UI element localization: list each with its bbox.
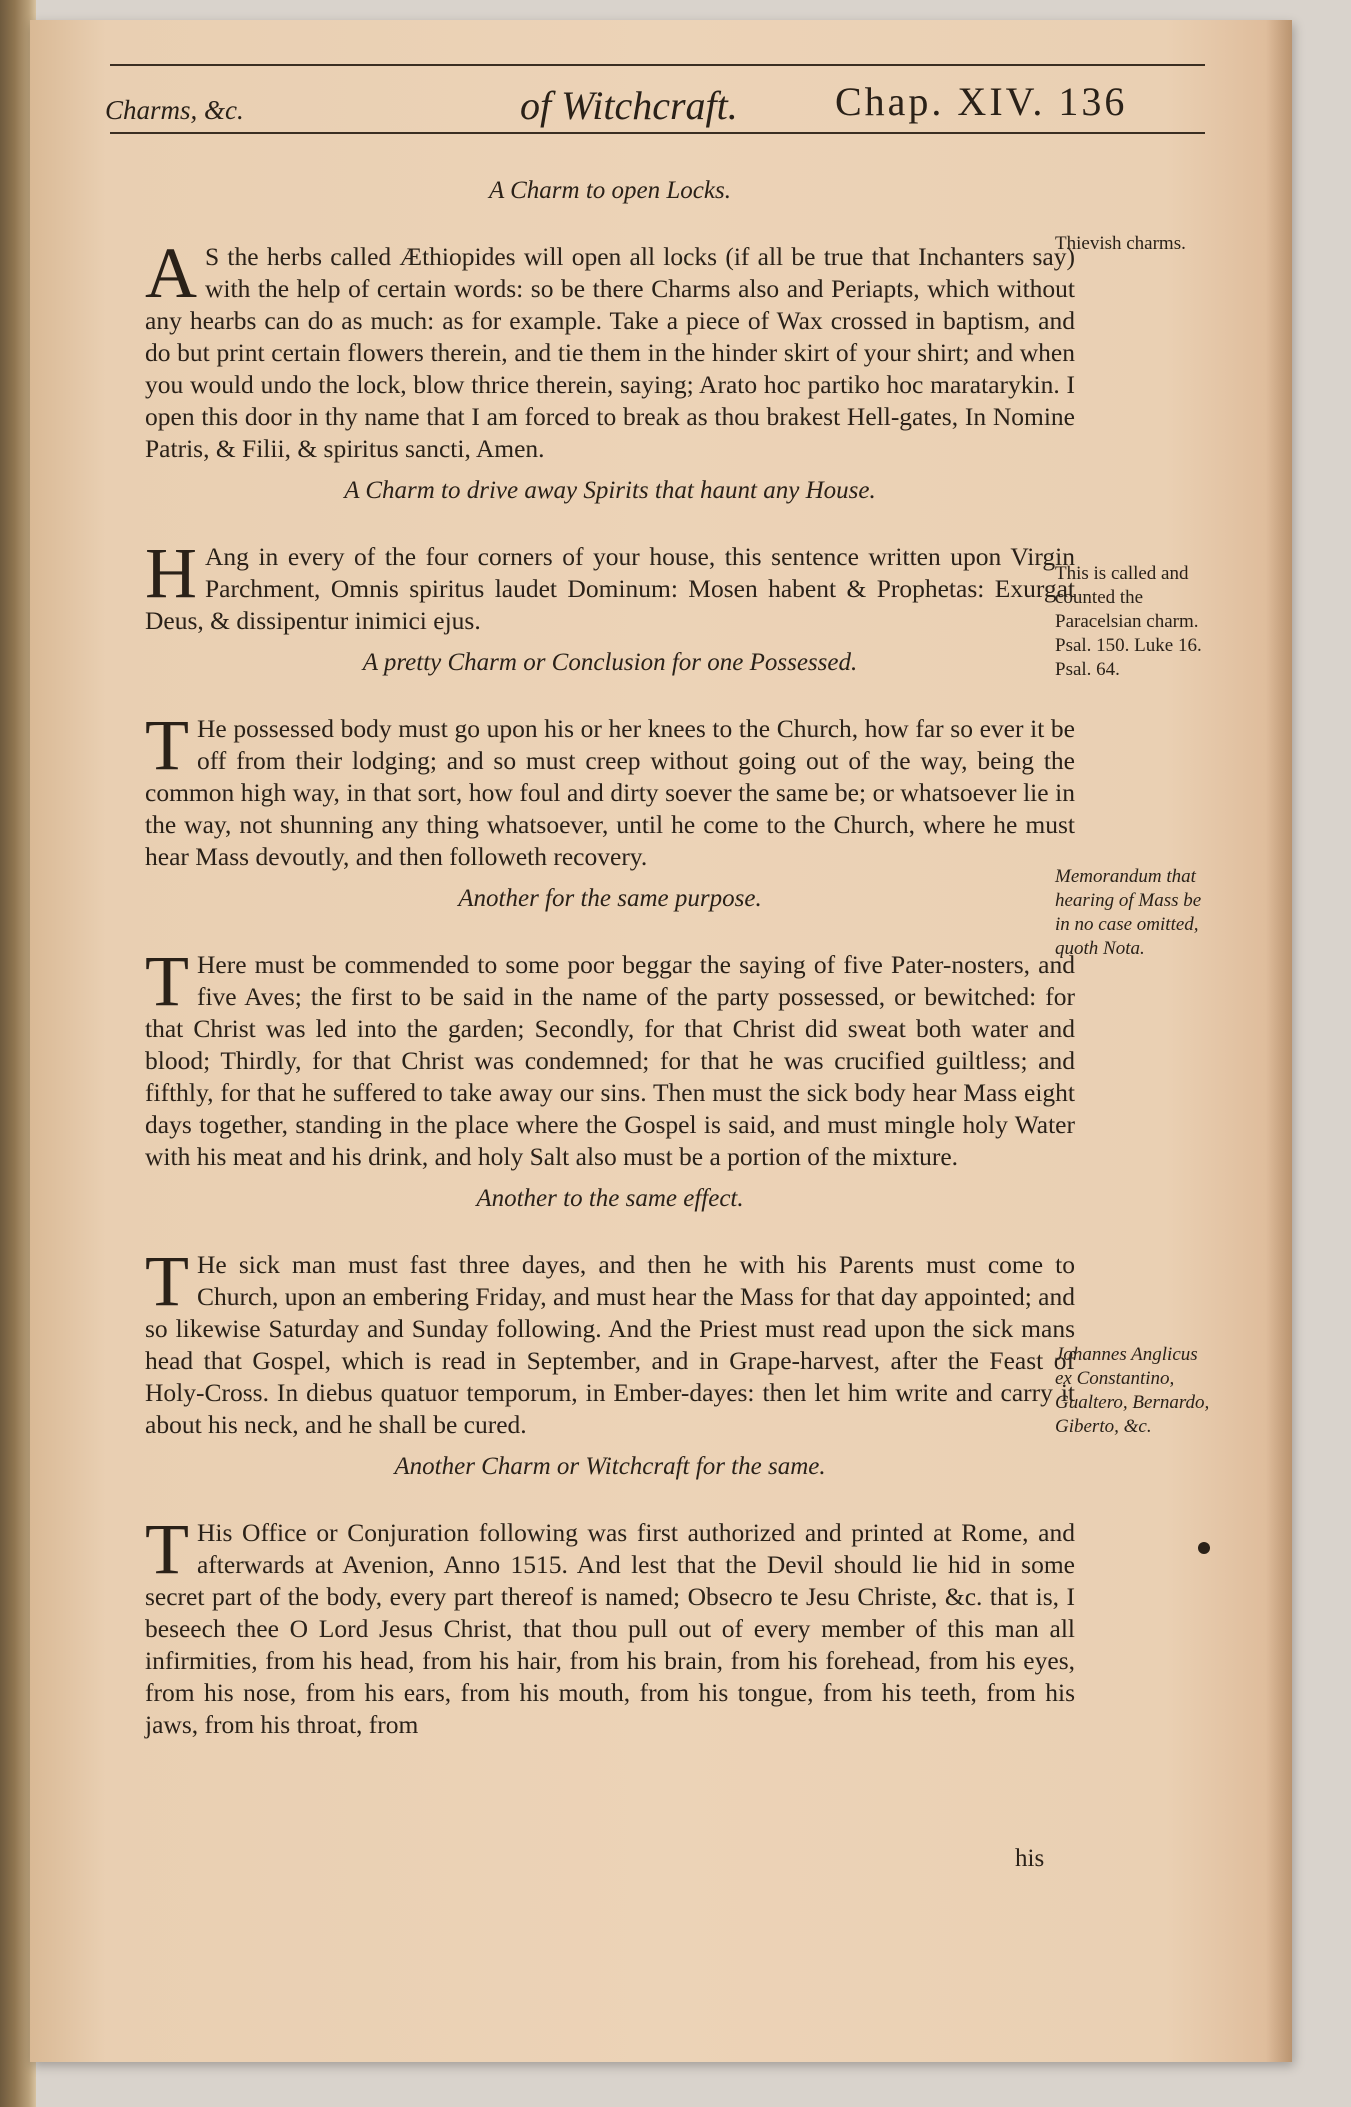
section-paragraph — [145, 233, 1075, 465]
paragraph-text: S the herbs called Æthiopides will open all locks (if all be true that Inchanters say) with the help of certain words: so be there Charms also and Periapts, which without any hearbs can do as much: as for example. Take a piece of Wax crossed in baptism, and do but print certain flowers therein, and tie them in the hinder skirt of your shirt; and when you would undo the lock, blow thrice therein, saying; Arato hoc partiko hoc maratarykin. I open this door in thy name that I am forced to break as thou brakest Hell-gates, In Nomine Patris, & Filii, & spiritus sancti, Amen. — [145, 242, 1075, 463]
margin-note: Thievish charms. — [1055, 233, 1186, 254]
section-title: Another for the same purpose. — [458, 885, 762, 912]
drop-cap: T — [145, 1509, 189, 1589]
drop-cap: T — [145, 941, 189, 1021]
section — [145, 1183, 1075, 1441]
catchword: his — [1015, 1845, 1045, 1872]
paragraph-text: Ang in every of the four corners of your house, this sentence written upon Virgin Parchment, Omnis spiritus laudet Dominum: Mosen habent & Prophetas: Exurgat Deus, & dissipentur inimici ejus. — [145, 542, 1075, 635]
section — [145, 647, 1075, 873]
section-title: A Charm to drive away Spirits that haunt any House. — [344, 477, 876, 504]
section-title: Another Charm or Witchcraft for the same. — [394, 1453, 826, 1480]
drop-cap: T — [145, 1241, 189, 1321]
section-paragraph — [145, 533, 1075, 637]
header-rule-top — [110, 64, 1205, 66]
paragraph-text: His Office or Conjuration following was first authorized and printed at Rome, and afterwards at Avenion, Anno 1515. And lest that the Devil should lie hid in some secret part of the body, every part thereof is named; Obsecro te Jesu Christe, &c. that is, I beseech thee O Lord Jesus Christ, that thou pull out of every member of this man all infirmities, from his head, from his hair, from his brain, from his forehead, from his eyes, from his nose, from his ears, from his mouth, from his tongue, from his teeth, from his jaws, from his throat, from — [145, 1518, 1075, 1739]
paragraph-text: He possessed body must go upon his or her knees to the Church, how far so ever it be off from their lodging; and so must creep without going out of the way, being the common high way, in that sort, how foul and dirty soever the same be; or whatsoever lie in the way, not shunning any thing whatsoever, until he come to the Church, where he must hear Mass devoutly, and then followeth recovery. — [145, 714, 1075, 871]
header-rule-bottom — [110, 132, 1205, 134]
section-paragraph — [145, 1241, 1075, 1441]
paragraph-text: He sick man must fast three dayes, and then he with his Parents must come to Church, upon an embering Friday, and must hear the Mass for that day appointed; and so likewise Saturday and Sunday following. And the Priest must read upon the sick mans head that Gospel, which is read in September, and in Grape-harvest, after the Feast of Holy-Cross. In diebus quatuor temporum, in Ember-dayes: then let him write and carry it about his neck, and he shall be cured. — [145, 1250, 1075, 1439]
section — [145, 1451, 1075, 1741]
drop-cap: T — [145, 705, 189, 785]
margin-note: Johannes Anglicus ex Constantino, Gualtero, Bernardo, Giberto, &c. — [1055, 1344, 1210, 1437]
section-title: A Charm to open Locks. — [489, 177, 731, 204]
section — [145, 883, 1075, 1173]
margin-note: Memorandum that hearing of Mass be in no case omitted, quoth Nota. — [1055, 866, 1202, 959]
section-title: Another to the same effect. — [476, 1185, 744, 1212]
page-edge-shadow — [1266, 20, 1292, 2062]
section-title: A pretty Charm or Conclusion for one Possessed. — [362, 649, 858, 676]
drop-cap: H — [145, 533, 197, 613]
running-head-title: of Witchcraft. — [520, 83, 738, 128]
section — [145, 175, 1075, 465]
margin-note: This is called and counted the Paracelsian charm. Psal. 150. Luke 16. Psal. 64. — [1055, 563, 1202, 680]
section — [145, 475, 1075, 637]
section-paragraph — [145, 705, 1075, 873]
chapter-and-page-number: Chap. XIV. 136 — [835, 79, 1128, 124]
ink-spot — [1198, 1542, 1210, 1554]
section-paragraph — [145, 941, 1075, 1173]
section-paragraph — [145, 1509, 1075, 1741]
paragraph-text: Here must be commended to some poor beggar the saying of five Pater-nosters, and five Aves; the first to be said in the name of the party possessed, or bewitched: for that Christ was led into the garden; Secondly, for that Christ did sweat both water and blood; Thirdly, for that Christ was condemned; for that he was crucified guiltless; and fifthly, for that he suffered to take away our sins. Then must the sick body hear Mass eight days together, standing in the place where the Gospel is said, and must mingle holy Water with his meat and his drink, and holy Salt also must be a portion of the mixture. — [145, 950, 1075, 1171]
drop-cap: A — [145, 233, 197, 313]
page-body — [145, 165, 1075, 1741]
book-page — [30, 20, 1292, 2062]
running-head-left: Charms, &c. — [105, 95, 244, 125]
